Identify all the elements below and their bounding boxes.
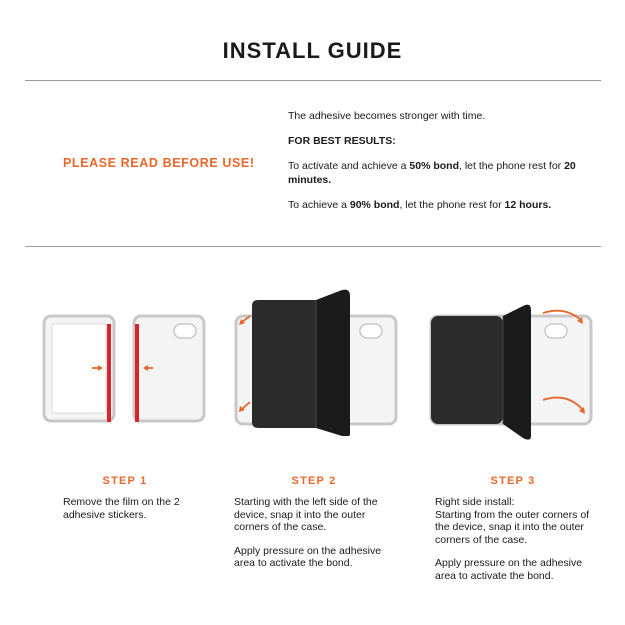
step1-text: [63, 496, 203, 532]
phone-device: [431, 305, 531, 440]
step3-label: STEP 3: [490, 475, 536, 487]
step2-text: [234, 496, 394, 581]
note-50-value: 50% bond: [409, 160, 460, 172]
step1-label: STEP 1: [102, 475, 148, 487]
note-90-bond: [288, 198, 588, 212]
note-50-bond: [288, 159, 588, 187]
step2-illustration: [230, 286, 410, 436]
phone-device: [252, 290, 350, 436]
step3-text: [435, 496, 595, 593]
step2-paragraph-1: Starting with the left side of the device, snap it into the outer corners of the case.: [234, 496, 378, 533]
note-90-time: 12 hours.: [504, 199, 552, 211]
case-left-half: [44, 316, 114, 421]
note-line-1: The adhesive becomes stronger with time.: [288, 110, 486, 122]
step3-paragraph-2: Apply pressure on the adhesive area to activate the bond.: [435, 557, 583, 582]
adhesive-strip-right: [135, 324, 139, 422]
step3-paragraph-1: Right side install: Starting from the outer corners of the device, snap it into the outer corners of the case.: [435, 496, 590, 546]
page-title: INSTALL GUIDE: [222, 38, 403, 63]
step1-paragraph: Remove the film on the 2 adhesive stickers.: [63, 496, 180, 521]
step3-illustration: [425, 286, 605, 446]
adhesive-strip-left: [107, 324, 111, 422]
note-50-pre: To activate and achieve a: [288, 160, 410, 172]
note-best-results: FOR BEST RESULTS:: [288, 135, 396, 147]
step1-illustration: [40, 286, 220, 426]
note-90-mid: , let the phone rest for: [399, 199, 505, 211]
note-90-pre: To achieve a: [288, 199, 350, 211]
step2-paragraph-2: Apply pressure on the adhesive area to activate the bond.: [234, 544, 382, 569]
adhesive-notes: [288, 109, 588, 223]
note-50-mid: , let the phone rest for: [459, 160, 565, 172]
top-divider: [25, 80, 601, 81]
step2-label: STEP 2: [291, 475, 337, 487]
note-90-value: 90% bond: [349, 199, 400, 211]
warning-heading: PLEASE READ BEFORE USE!: [63, 156, 255, 170]
middle-divider: [25, 246, 601, 247]
note-50-time: 20 minutes.: [288, 160, 576, 186]
